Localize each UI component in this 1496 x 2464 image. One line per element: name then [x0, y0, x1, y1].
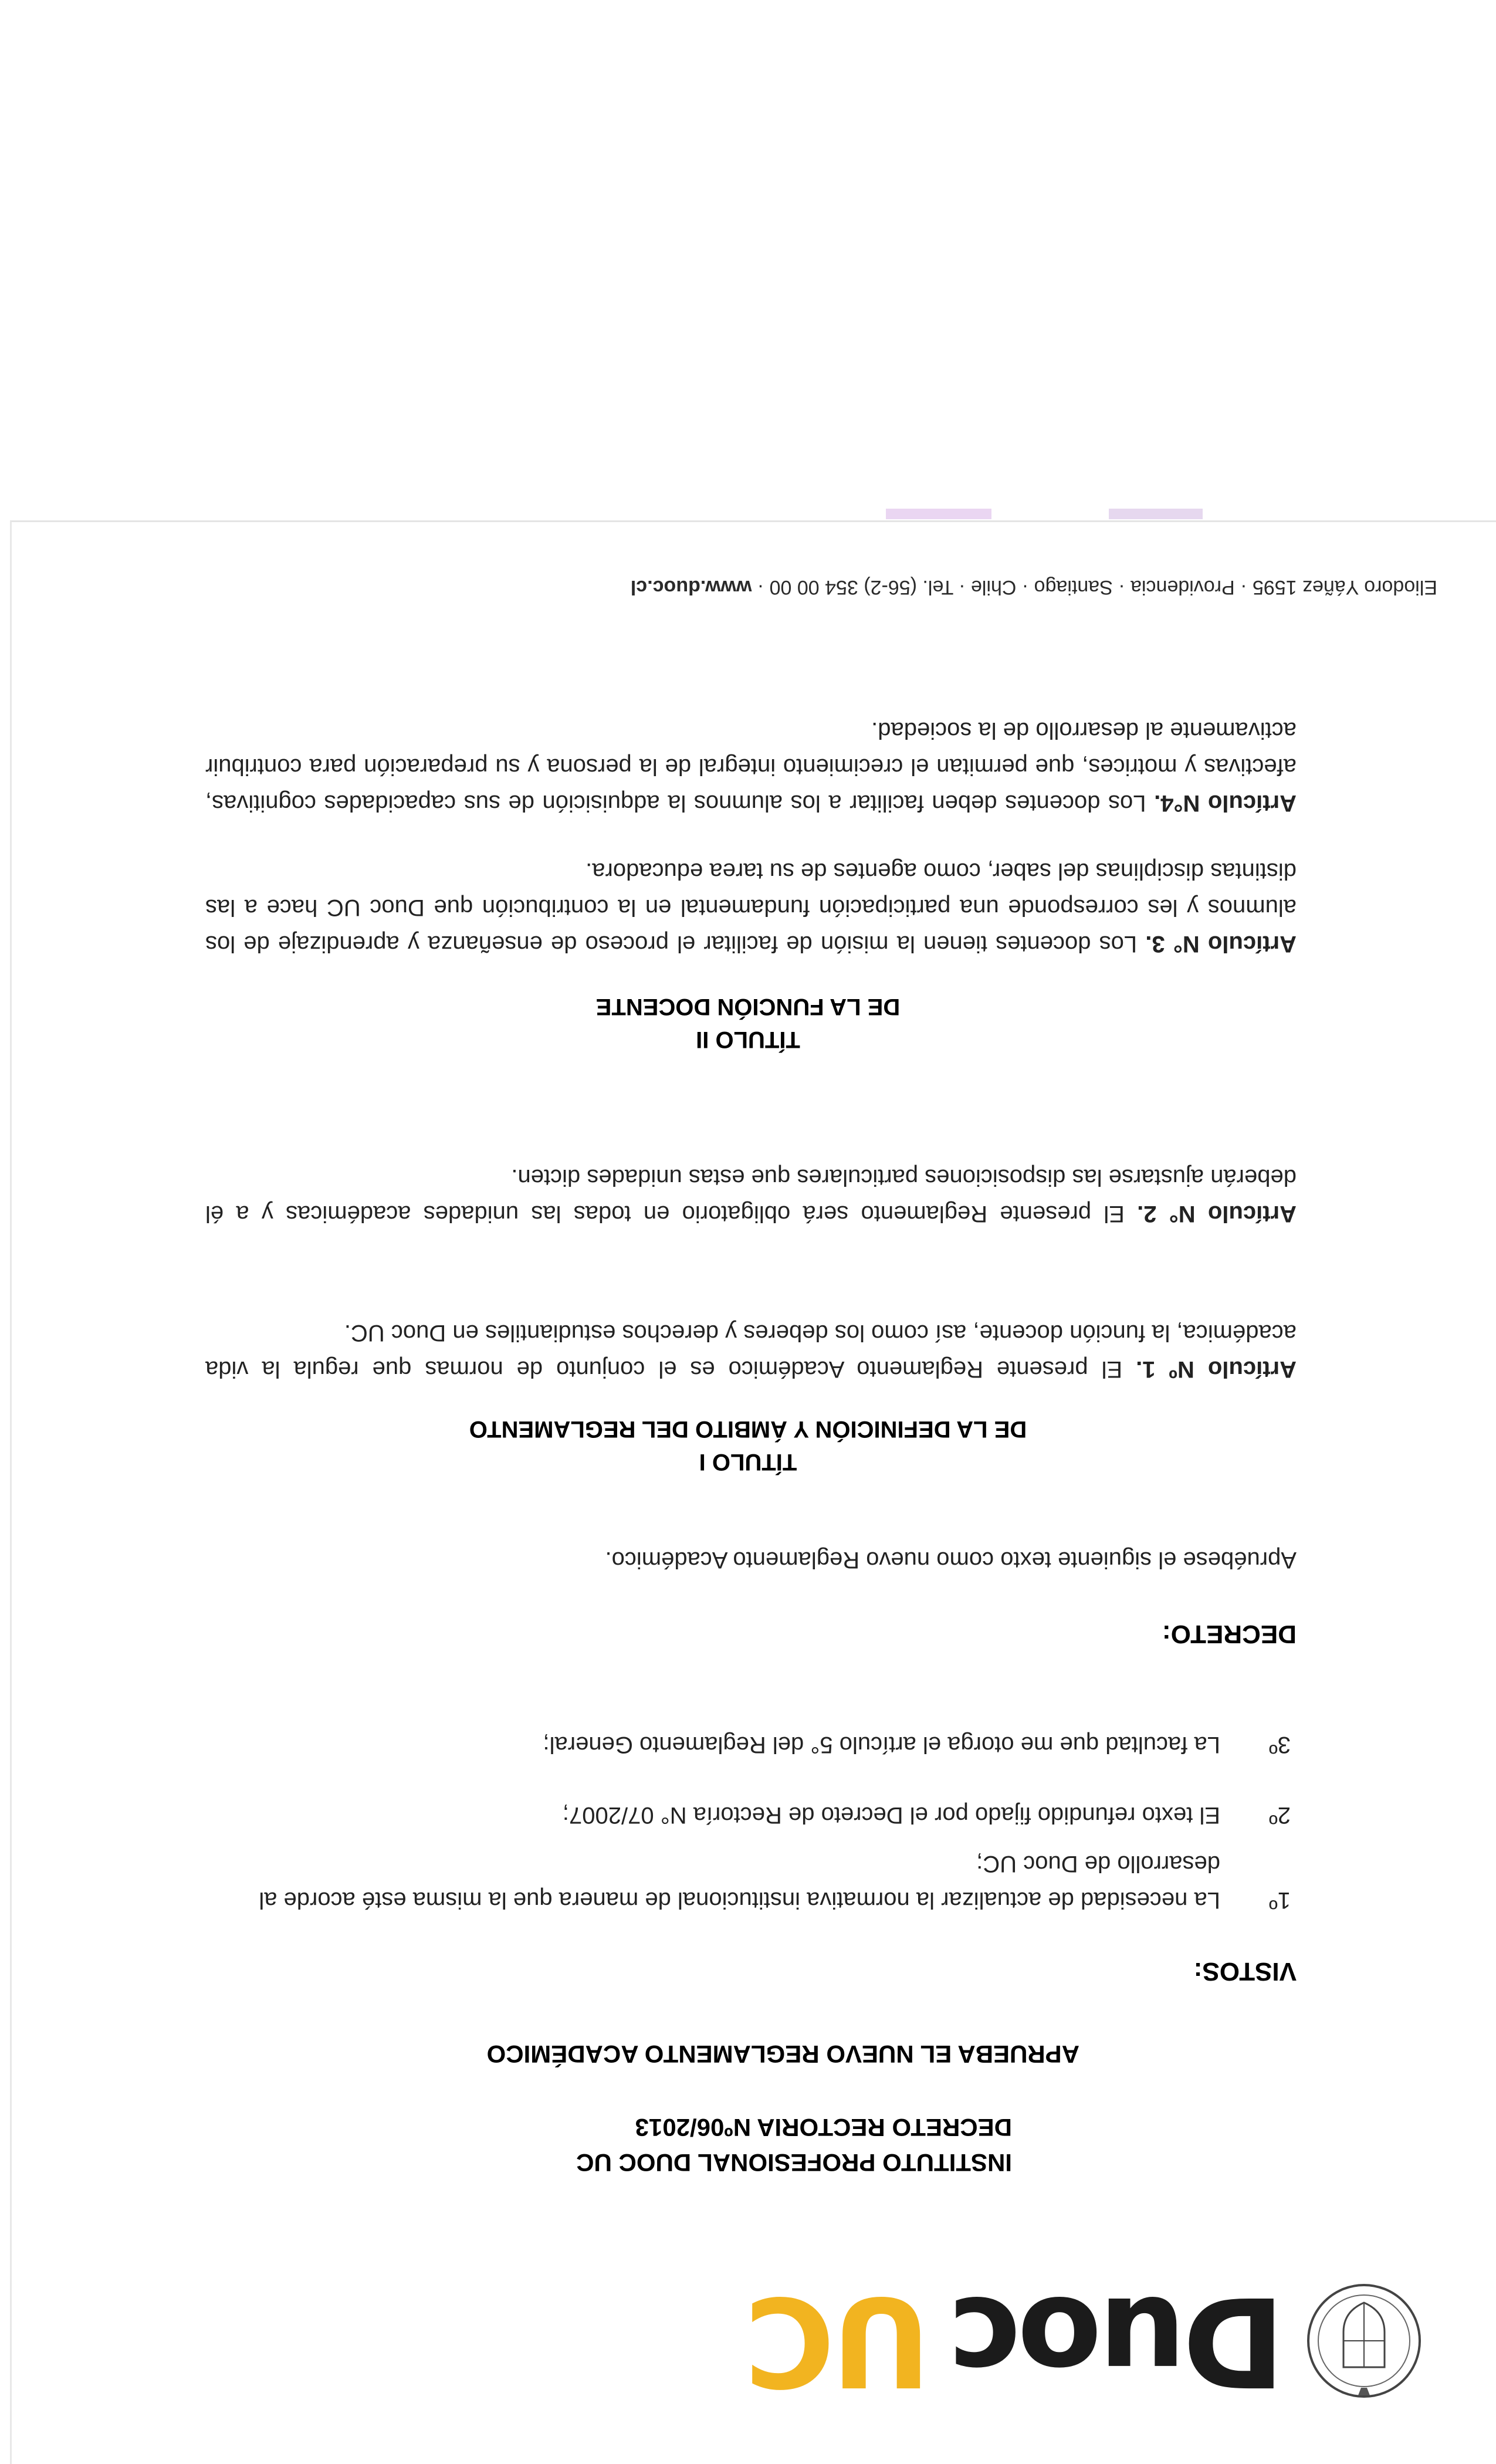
titulo-number: TÍTULO II [696, 1027, 800, 1052]
titulo-name: DE LA DEFINICIÓN Y ÁMBITO DEL REGLAMENTO [469, 1416, 1027, 1442]
titulo-2-heading [117, 990, 1379, 1056]
article-heading: Artículo N° 2. [1137, 1201, 1297, 1227]
institution-heading: INSTITUTO PROFESIONAL DUOC UC [576, 2149, 1012, 2177]
decree-heading: DECRETO RECTORIA Nº06/2013 [635, 2114, 1012, 2141]
item-text: El texto refundido fijado por el Decreto de Rectoría N° 07/2007; [562, 1802, 1220, 1828]
item-text: La facultad que me otorga el artículo 5° del Reglamento General; [543, 1732, 1220, 1758]
article-text: El presente Reglamento será obligatorio en todas las unidades académicas y a él deberán ajustarse las disposiciones particulares que estas unidades dicten. [205, 1165, 1297, 1227]
article-heading: Artículo Nº 1. [1136, 1356, 1297, 1382]
scan-color-marks [557, 505, 1203, 522]
decreto-label: DECRETO: [1162, 1620, 1297, 1649]
titulo-1-heading [117, 1413, 1379, 1478]
university-seal-icon [1299, 2273, 1429, 2408]
article-1 [205, 1315, 1297, 1387]
article-text: Los docentes tienen la misión de facilitar el proceso de enseñanza y aprendizaje de los alumnos y les corresponde una participación fundamental en la contribución que Duoc UC hace a las distintas disciplinas del saber, como agentes de su tarea educadora. [205, 858, 1297, 957]
item-text: La necesidad de actualizar la normativa institucional de manera que la misma esté acorde al desarrollo de Duoc UC; [259, 1851, 1220, 1913]
titulo-name: DE LA FUNCIÓN DOCENTE [595, 994, 901, 1020]
article-3 [205, 853, 1297, 962]
footer-website: www.duoc.cl [630, 576, 752, 598]
logo-wordmark [747, 2269, 1285, 2413]
article-4 [205, 712, 1297, 821]
article-2 [205, 1159, 1297, 1232]
article-text: Los docentes deben facilitar a los alumnos la adquisición de sus capacidades cognitivas, afectivas y motrices, que permitan el crecimiento integral de la persona y su preparación para contribuir activamente al desarrollo de la sociedad. [205, 717, 1297, 816]
logo-word: Duoc [951, 2269, 1285, 2413]
logo-accent: UC [747, 2269, 932, 2413]
article-text: El presente Reglamento Académico es el conjunto de normas que regula la vida académica, la función docente, así como los deberes y derechos estudiantiles en Duoc UC. [205, 1320, 1297, 1382]
titulo-number: TÍTULO I [699, 1449, 797, 1475]
item-number: 3º [1269, 1732, 1291, 1758]
footer-address: Eliodoro Yáñez 1595 · Providencia · Santiago · Chile · Tel. (56-2) 354 00 00 · [752, 576, 1437, 598]
article-heading: Artículo N°4. [1154, 790, 1297, 816]
decreto-text: Apruébese el siguiente texto como nuevo Reglamento Académico. [605, 1547, 1297, 1573]
page-footer [59, 576, 1437, 598]
item-number: 1º [1269, 1887, 1291, 1913]
duoc-uc-logo [747, 2269, 1429, 2413]
item-number: 2º [1269, 1802, 1291, 1828]
decree-subject: APRUEBA EL NUEVO REGLAMENTO ACADÉMICO [486, 2040, 1079, 2068]
vistos-label: VISTOS: [1193, 1957, 1297, 1986]
article-heading: Artículo N° 3. [1145, 931, 1297, 957]
